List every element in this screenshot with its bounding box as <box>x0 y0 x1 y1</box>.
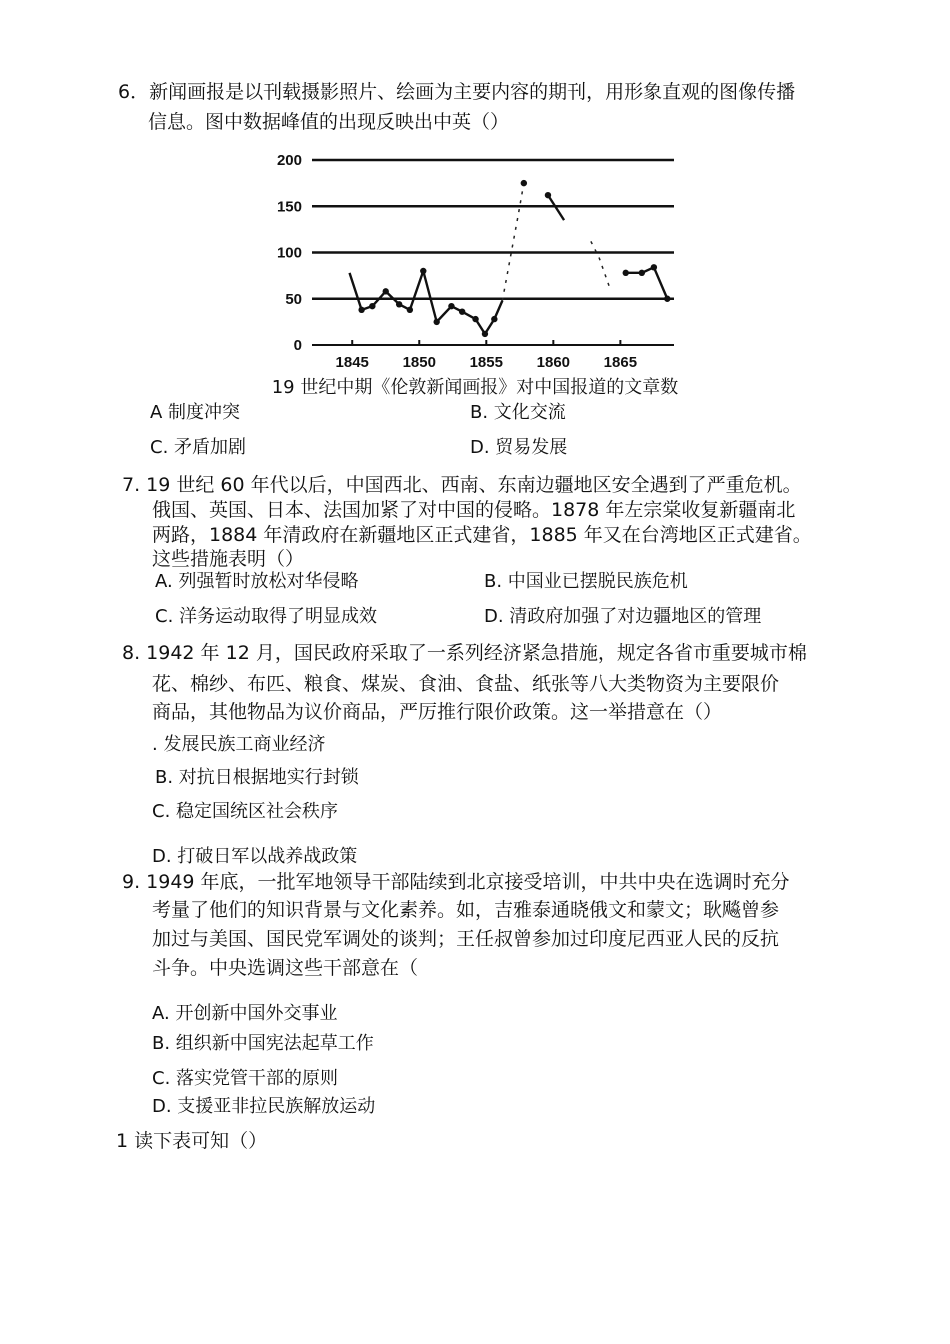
data-point <box>420 268 426 274</box>
y-tick-label: 150 <box>276 198 302 216</box>
data-point <box>383 288 389 294</box>
data-point <box>358 307 364 313</box>
q6-option-b[interactable]: B. 文化交流 <box>470 402 566 423</box>
q9-option-b[interactable]: B. 组织新中国宪法起草工作 <box>152 1033 374 1054</box>
data-point <box>472 316 478 322</box>
y-tick-label: 200 <box>276 152 302 169</box>
q7-stem-line-3: 两路，1884 年清政府在新疆地区正式建省，1885 年又在台湾地区正式建省。 <box>152 524 812 546</box>
q7-option-a[interactable]: A. 列强暂时放松对华侵略 <box>155 571 359 592</box>
q6-stem-line-1: 6．新闻画报是以刊载摄影照片、绘画为主要内容的期刊，用形象直观的图像传播 <box>118 81 796 103</box>
q9-stem-line-3: 加过与美国、国民党军调处的谈判；王任叔曾参加过印度尼西亚人民的反抗 <box>152 928 780 950</box>
q9-stem-line-2: 考量了他们的知识背景与文化素养。如，吉雅泰通晓俄文和蒙文；耿飚曾参 <box>152 899 780 921</box>
data-point <box>448 303 454 309</box>
q8-option-b[interactable]: B. 对抗日根据地实行封锁 <box>155 767 359 788</box>
q7-stem-line-4: 这些措施表明（） <box>152 548 305 570</box>
data-point <box>623 270 629 276</box>
q6-stem-line-2: 信息。图中数据峰值的出现反映出中英（） <box>148 111 510 133</box>
y-tick-label: 50 <box>285 290 302 308</box>
q7-option-c[interactable]: C. 洋务运动取得了明显成效 <box>155 606 378 627</box>
x-tick-label: 1855 <box>469 354 503 371</box>
q8-option-a[interactable]: . 发展民族工商业经济 <box>152 734 326 755</box>
q6-option-c[interactable]: C. 矛盾加剧 <box>150 437 247 458</box>
data-point <box>491 316 497 322</box>
x-tick-label: 1850 <box>402 354 436 371</box>
series-line-segment2 <box>548 195 564 220</box>
q8-stem-line-3: 商品，其他物品为议价商品，严厉推行限价政策。这一举措意在（） <box>152 701 723 723</box>
q9-stem-line-1: 9. 1949 年底，一批军地领导干部陆续到北京接受培训，中共中央在选调时充分 <box>122 871 790 893</box>
q10-stem-line-1: 1 读下表可知（） <box>116 1130 268 1152</box>
q6-option-d[interactable]: D. 贸易发展 <box>470 437 568 458</box>
x-tick-label: 1860 <box>536 354 571 371</box>
q9-option-a[interactable]: A. 开创新中国外交事业 <box>152 1003 338 1024</box>
data-point <box>521 180 527 186</box>
q7-stem-line-2: 俄国、英国、日本、法国加紧了对中国的侵略。1878 年左宗棠收复新疆南北 <box>152 499 796 521</box>
q9-option-d[interactable]: D. 支援亚非拉民族解放运动 <box>152 1096 376 1117</box>
chart-caption: 19 世纪中期《伦敦新闻画报》对中国报道的文章数 <box>271 377 679 398</box>
q9-stem-line-4: 斗争。中央选调这些干部意在（ <box>152 957 419 979</box>
y-tick-label: 0 <box>293 337 302 354</box>
dashed-gap-segment <box>591 241 611 291</box>
data-point <box>459 309 465 315</box>
x-tick-label: 1865 <box>603 354 638 371</box>
series-line-segment3 <box>626 267 668 298</box>
data-point <box>407 307 413 313</box>
q8-option-d[interactable]: D. 打破日军以战养战政策 <box>152 846 358 867</box>
data-point <box>651 264 657 270</box>
data-point <box>639 270 645 276</box>
q7-option-b[interactable]: B. 中国业已摆脱民族危机 <box>484 571 688 592</box>
q8-stem-line-2: 花、棉纱、布匹、粮食、煤炭、食油、食盐、纸张等八大类物资为主要限价 <box>152 673 780 695</box>
q8-option-c[interactable]: C. 稳定国统区社会秩序 <box>152 801 339 822</box>
data-point <box>369 303 375 309</box>
dashed-gap-segment <box>502 183 523 300</box>
q6-option-a[interactable]: A 制度冲突 <box>150 402 241 423</box>
q7-stem-line-1: 7. 19 世纪 60 年代以后，中国西北、西南、东南边疆地区安全遇到了严重危机。 <box>122 474 802 496</box>
data-point <box>664 296 670 302</box>
x-tick-label: 1845 <box>335 354 369 371</box>
q8-stem-line-1: 8. 1942 年 12 月，国民政府采取了一系列经济紧急措施，规定各省市重要城市棉 <box>122 642 807 664</box>
data-point <box>433 319 439 325</box>
q9-option-c[interactable]: C. 落实党管干部的原则 <box>152 1068 339 1089</box>
data-point <box>396 301 402 307</box>
series-line-main <box>350 271 503 334</box>
data-point <box>482 331 488 337</box>
articles-line-chart <box>270 145 690 375</box>
y-tick-label: 100 <box>276 244 302 262</box>
data-point <box>545 192 551 198</box>
q7-option-d[interactable]: D. 清政府加强了对边疆地区的管理 <box>484 606 762 627</box>
